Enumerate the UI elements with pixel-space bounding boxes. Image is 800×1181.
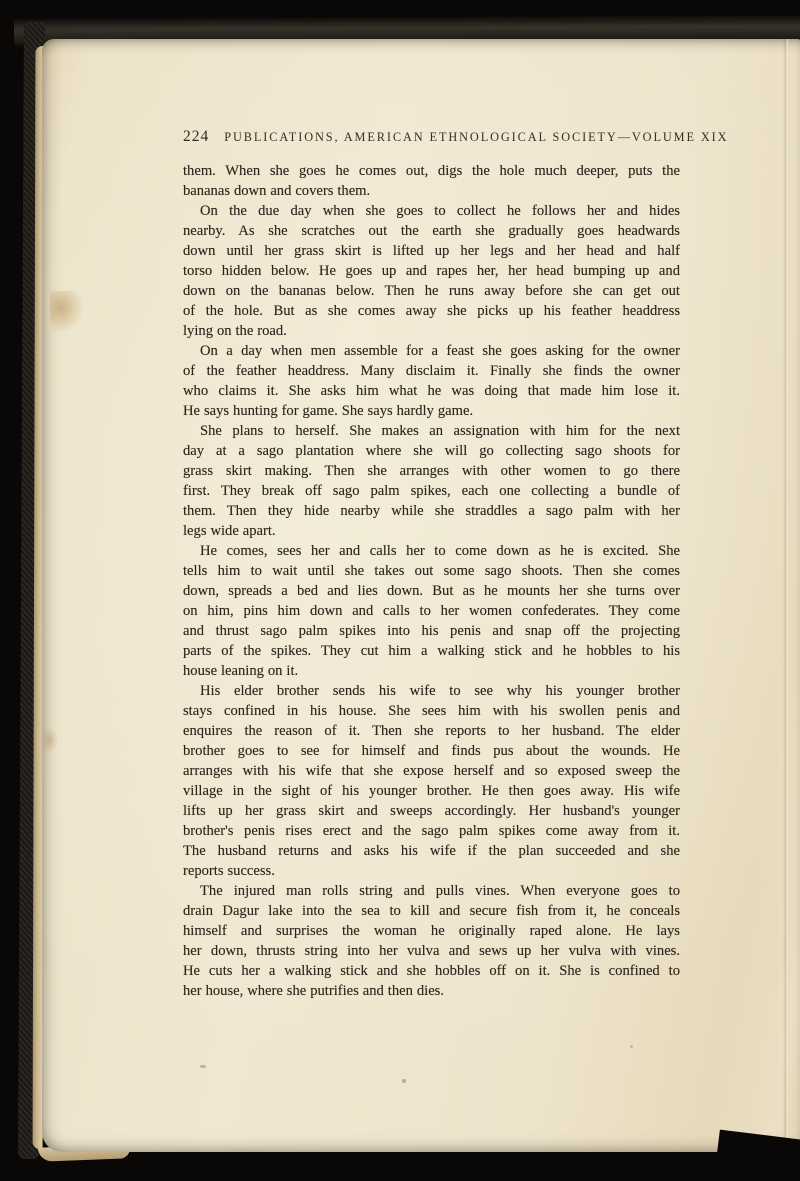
paper-speck [200,1065,206,1068]
text-line: torso hidden below. He goes up and rapes her, her head bumping up and [183,263,680,279]
text-line: them. When she goes he comes out, digs the hole much deeper, puts the [183,163,680,179]
text-line: house leaning on it. [183,663,299,679]
text-line: bananas down and covers them. [183,183,371,199]
text-line: day at a sago plantation where she will go collecting sago shoots for [183,443,680,459]
text-line: down, spreads a bed and lies down. But as he mounts her she turns over [183,583,680,599]
paper-speck [630,1045,633,1048]
paragraph [183,161,680,201]
book-page [42,39,800,1152]
paragraph [183,421,680,541]
gutter-crease [783,39,789,1152]
text-line: who claims it. She asks him what he was doing that made him lose it. [183,383,680,399]
paragraph [183,541,680,681]
page-content [183,39,729,1001]
running-title: PUBLICATIONS, AMERICAN ETHNOLOGICAL SOCIETY—VOLUME XIX [224,130,729,144]
text-line: enquires the reason of it. Then she reports to her husband. The elder [183,723,680,739]
paragraph [183,201,680,341]
text-line: He says hunting for game. She says hardly game. [183,403,474,419]
page-number: 224 [183,128,210,145]
text-line: The husband returns and asks his wife if the plan succeeded and she [183,843,680,859]
text-line: down until her grass skirt is lifted up her legs and her head and half [183,243,680,259]
paper-stain [40,727,58,753]
text-block [183,161,680,1001]
paper-speck [402,1079,406,1083]
text-line: her down, thrusts string into her vulva and sews up her vulva with vines. [183,943,680,959]
text-line: parts of the spikes. They cut him a walking stick and he hobbles to his [183,643,680,659]
text-line: himself and surprises the woman he originally raped alone. He lays [183,923,680,939]
text-line: down on the bananas below. Then he runs away before she can get out [183,283,680,299]
text-line: her house, where she putrifies and then dies. [183,983,445,999]
text-line: brother's penis rises erect and the sago palm spikes come away from it. [183,823,680,839]
text-line: on him, pins him down and calls to her women confederates. They come [183,603,680,619]
text-line: and thrust sago palm spikes into his penis and snap off the projecting [183,623,680,639]
text-line: grass skirt making. Then she arranges with other women to go there [183,463,680,479]
running-head [183,128,729,148]
text-line: of the hole. But as she comes away she picks up his feather headdress [183,303,680,319]
text-line: She plans to herself. She makes an assignation with him for the next [200,423,680,439]
text-line: arranges with his wife that she expose herself and so exposed sweep the [183,763,680,779]
paragraph [183,681,680,881]
text-line: drain Dagur lake into the sea to kill and secure fish from it, he conceals [183,903,680,919]
text-line: tells him to wait until she takes out some sago shoots. Then she comes [183,563,680,579]
paragraph [183,341,680,421]
text-line: On a day when men assemble for a feast she goes asking for the owner [200,343,680,359]
text-line: He cuts her a walking stick and she hobbles off on it. She is confined to [183,963,680,979]
text-line: nearby. As she scratches out the earth she gradually goes headwards [183,223,680,239]
paper-stain [50,291,84,333]
text-line: On the due day when she goes to collect he follows her and hides [200,203,680,219]
text-line: lying on the road. [183,323,287,339]
paragraph [183,881,680,1001]
text-line: stays confined in his house. She sees him with his swollen penis and [183,703,680,719]
text-line: village in the sight of his younger brother. He then goes away. His wife [183,783,680,799]
text-line: His elder brother sends his wife to see why his younger brother [200,683,680,699]
text-line: brother goes to see for himself and finds pus about the wounds. He [183,743,680,759]
text-line: He comes, sees her and calls her to come down as he is excited. She [200,543,680,559]
text-line: reports success. [183,863,275,879]
text-line: of the feather headdress. Many disclaim it. Finally she finds the owner [183,363,680,379]
text-line: them. Then they hide nearby while she straddles a sago palm with her [183,503,680,519]
text-line: first. They break off sago palm spikes, each one collecting a bundle of [183,483,680,499]
text-line: lifts up her grass skirt and sweeps accordingly. Her husband's younger [183,803,680,819]
text-line: The injured man rolls string and pulls vines. When everyone goes to [200,883,680,899]
text-line: legs wide apart. [183,523,276,539]
